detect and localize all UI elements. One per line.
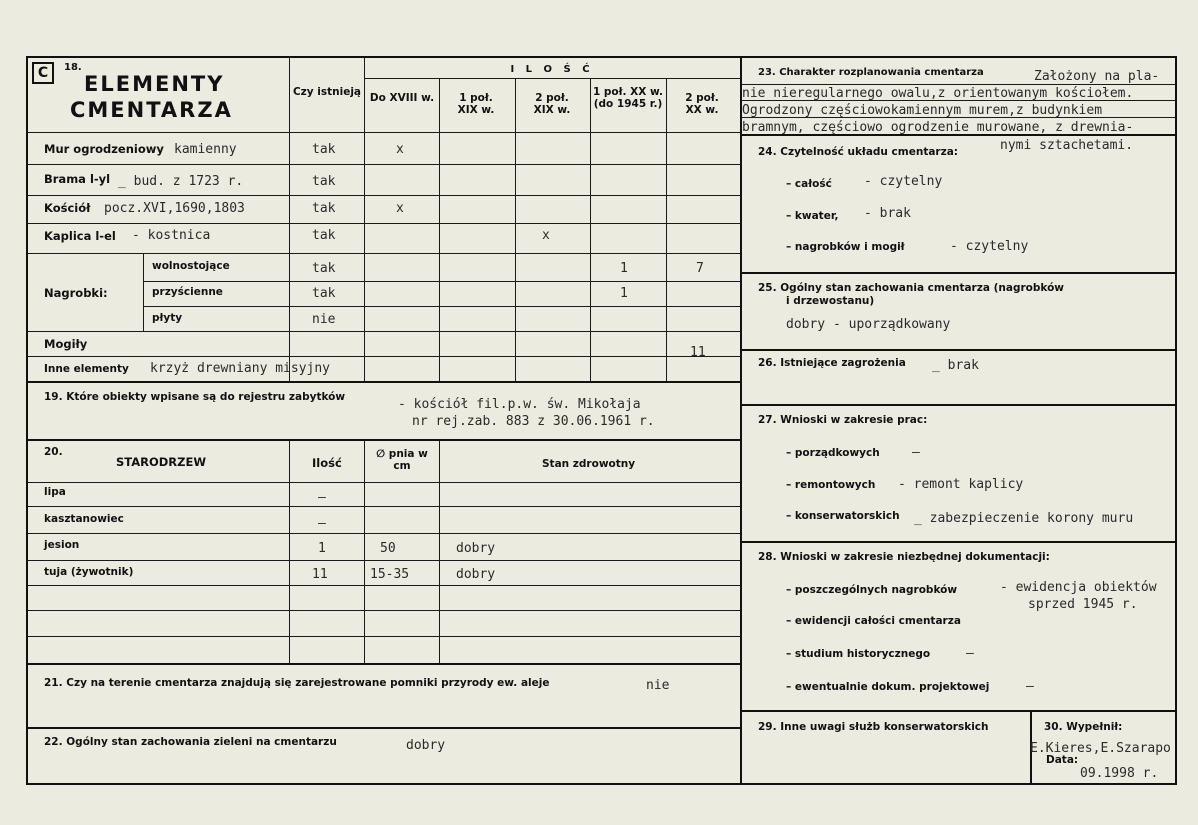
row-przysc-xx1: 1 bbox=[620, 286, 628, 301]
row-wolno-xx1: 1 bbox=[620, 261, 628, 276]
s28-projektowa: – ewentualnie dokum. projektowej bbox=[786, 681, 990, 693]
s21-value: nie bbox=[646, 678, 670, 693]
col-exists-header: Czy istnieją bbox=[292, 86, 362, 98]
s27-porzadkowe-value: – bbox=[912, 445, 920, 460]
s24-nagrobki-value: - czytelny bbox=[950, 239, 1029, 254]
row-kaplica-label: Kaplica l-el bbox=[44, 229, 116, 243]
s23-line4: bramnym, częściowo ogrodzenie murowane, z drewnia- bbox=[742, 120, 1134, 135]
row-mur-exists: tak bbox=[312, 142, 336, 157]
tree-row-0-qty: – bbox=[318, 490, 326, 505]
s18-number: 18. bbox=[64, 62, 82, 73]
row-inne-label: Inne elementy bbox=[44, 363, 129, 375]
s24-calosc-value: - czytelny bbox=[864, 174, 943, 189]
row-kosciol-typed: pocz.XVI,1690,1803 bbox=[104, 201, 245, 216]
tree-row-0-name: lipa bbox=[44, 486, 66, 498]
s24-kwater: – kwater, bbox=[786, 210, 839, 222]
s24-kwater-value: - brak bbox=[864, 206, 911, 221]
s22-value: dobry bbox=[406, 738, 446, 753]
row-plyty-exists: nie bbox=[312, 312, 336, 327]
tree-row-2-qty: 1 bbox=[318, 541, 326, 556]
s28-nagrobki-value1: - ewidencja obiektów bbox=[1000, 580, 1157, 595]
section-letter-box: C bbox=[32, 62, 54, 84]
s20-number: 20. bbox=[44, 446, 63, 458]
tree-row-3-diam: 15-35 bbox=[370, 567, 410, 582]
s27-konserwatorskie-value: _ zabezpieczenie korony muru bbox=[914, 511, 1134, 526]
nagrobki-label: Nagrobki: bbox=[44, 286, 108, 300]
row-mur-xviii: x bbox=[396, 142, 404, 157]
row-kaplica-exists: tak bbox=[312, 228, 336, 243]
col-xx1: 1 poł. XX w. (do 1945 r.) bbox=[592, 86, 664, 110]
row-kaplica-xix2: x bbox=[542, 228, 550, 243]
s23-label: 23. Charakter rozplanowania cmentarza bbox=[758, 67, 984, 78]
s28-nagrobki-value2: sprzed 1945 r. bbox=[1028, 597, 1138, 612]
row-przysc-exists: tak bbox=[312, 286, 336, 301]
row-kosciol-label: Kościół bbox=[44, 201, 91, 215]
row-kosciol-exists: tak bbox=[312, 201, 336, 216]
s22-label: 22. Ogólny stan zachowania zieleni na cmentarzu bbox=[44, 736, 337, 748]
s27-porzadkowe: – porządkowych bbox=[786, 447, 880, 459]
s19-line2: nr rej.zab. 883 z 30.06.1961 r. bbox=[412, 414, 655, 429]
s28-studium: – studium historycznego bbox=[786, 648, 931, 660]
row-mur-typed: kamienny bbox=[174, 142, 237, 157]
row-inne-typed: krzyż drewniany misyjny bbox=[150, 361, 331, 376]
s18-title-line2: CMENTARZA bbox=[70, 98, 233, 122]
s28-ewidencja: – ewidencji całości cmentarza bbox=[786, 615, 961, 627]
s27-konserwatorskie: – konserwatorskich bbox=[786, 510, 900, 522]
s27-remontowe-value: - remont kaplicy bbox=[898, 477, 1024, 492]
tree-row-2-diam: 50 bbox=[380, 541, 396, 556]
s26-value: _ brak bbox=[932, 358, 979, 373]
s20-col-health: Stan zdrowotny bbox=[542, 458, 636, 470]
s29-label: 29. Inne uwagi służb konserwatorskich bbox=[758, 721, 989, 733]
s30-date-label: Data: bbox=[1046, 754, 1079, 766]
s23-line1: Założony na pla- bbox=[1034, 69, 1160, 84]
tree-row-3-health: dobry bbox=[456, 567, 496, 582]
s28-studium-value: – bbox=[966, 646, 974, 661]
s24-calosc: – całość bbox=[786, 178, 832, 190]
tree-row-2-name: jesion bbox=[44, 539, 80, 551]
row-mur-label: Mur ogrodzeniowy bbox=[44, 142, 164, 156]
row-kosciol-xviii: x bbox=[396, 201, 404, 216]
s20-col-diam: ∅ pnia w cm bbox=[376, 448, 428, 472]
ilosc-header: I L O Ś Ć bbox=[510, 64, 594, 75]
tree-row-1-name: kasztanowiec bbox=[44, 513, 124, 525]
s25-label-line1: 25. Ogólny stan zachowania cmentarza (nagrobków bbox=[758, 282, 1064, 294]
col-xx2: 2 poł. XX w. bbox=[685, 92, 719, 116]
row-wolno-exists: tak bbox=[312, 261, 336, 276]
row-kaplica-typed: - kostnica bbox=[132, 228, 211, 243]
row-brama-typed: _ bud. z 1723 r. bbox=[118, 174, 244, 189]
s23-line3: Ogrodzony częściowokamiennym murem,z budynkiem bbox=[742, 103, 1103, 118]
row-wolno-xx2: 7 bbox=[696, 261, 704, 276]
s28-label: 28. Wnioski w zakresie niezbędnej dokumentacji: bbox=[758, 551, 1050, 563]
tree-row-2-health: dobry bbox=[456, 541, 496, 556]
s23-line2: nie nieregularnego owalu,z orientowanym kościołem. bbox=[742, 86, 1134, 101]
s30-date: 09.1998 r. bbox=[1080, 766, 1159, 781]
s25-label-line2: i drzewostanu) bbox=[786, 295, 875, 307]
s26-label: 26. Istniejące zagrożenia bbox=[758, 357, 906, 369]
row-brama-exists: tak bbox=[312, 174, 336, 189]
s18-title-line1: ELEMENTY bbox=[84, 72, 225, 96]
col-xix2: 2 poł. XIX w. bbox=[533, 92, 571, 116]
row-przysc-label: przyścienne bbox=[152, 286, 223, 298]
s30-names: E.Kieres,E.Szarapo bbox=[1030, 741, 1171, 756]
tree-row-3-qty: 11 bbox=[312, 567, 328, 582]
col-xix1: 1 poł. XIX w. bbox=[457, 92, 495, 116]
tree-row-1-qty: – bbox=[318, 516, 326, 531]
s21-label: 21. Czy na terenie cmentarza znajdują się zarejestrowane pomniki przyrody ew. aleje bbox=[44, 677, 550, 689]
s20-title: STARODRZEW bbox=[116, 455, 207, 469]
row-brama-label: Brama l-yl bbox=[44, 172, 111, 186]
s23-line5: nymi sztachetami. bbox=[1000, 138, 1134, 153]
row-mogily-label: Mogiły bbox=[44, 337, 88, 351]
s19-label: 19. Które obiekty wpisane są do rejestru zabytków bbox=[44, 391, 346, 403]
row-wolno-label: wolnostojące bbox=[152, 260, 230, 272]
s20-col-qty: Ilość bbox=[312, 456, 342, 470]
s19-line1: - kościół fil.p.w. św. Mikołaja bbox=[398, 397, 641, 412]
s28-projektowa-value: – bbox=[1026, 679, 1034, 694]
s27-label: 27. Wnioski w zakresie prac: bbox=[758, 414, 928, 426]
s30-label: 30. Wypełnił: bbox=[1044, 721, 1123, 733]
s24-nagrobki: – nagrobków i mogił bbox=[786, 241, 905, 253]
s25-value: dobry - uporządkowany bbox=[786, 317, 951, 332]
row-mogily-xx2: 11 bbox=[690, 345, 706, 360]
s27-remontowe: – remontowych bbox=[786, 479, 876, 491]
tree-row-3-name: tuja (żywotnik) bbox=[44, 566, 134, 578]
s24-label: 24. Czytelność układu cmentarza: bbox=[758, 146, 959, 158]
col-do-xviii: Do XVIII w. bbox=[369, 92, 435, 104]
s28-nagrobki: – poszczególnych nagrobków bbox=[786, 584, 958, 596]
row-plyty-label: płyty bbox=[152, 312, 183, 324]
